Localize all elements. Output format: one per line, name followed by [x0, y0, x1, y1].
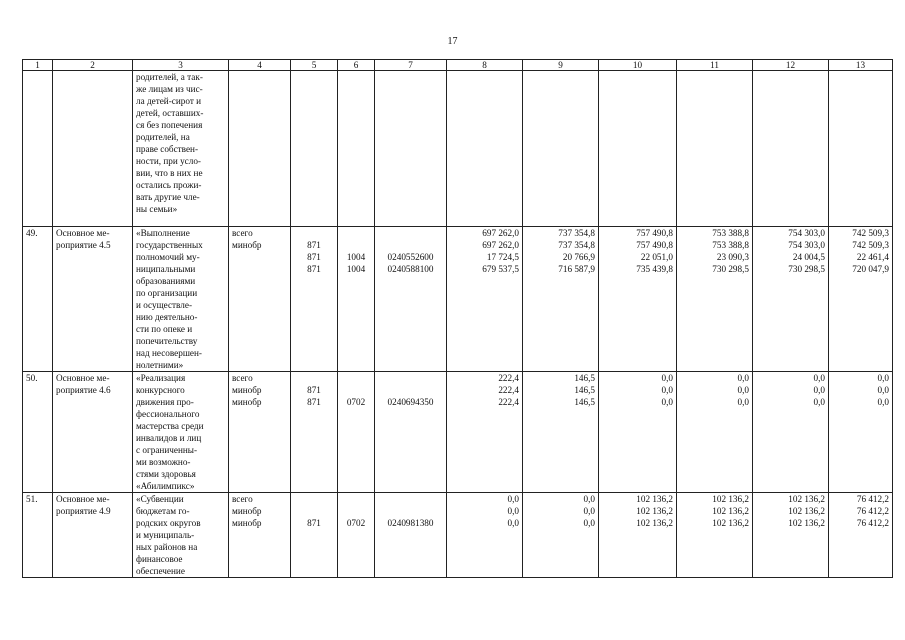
col-header: 13: [829, 60, 893, 71]
col-header: 9: [523, 60, 599, 71]
value-col-10: 102 136,2 102 136,2 102 136,2: [599, 493, 677, 578]
measure-label: Основное ме- роприятие 4.6: [53, 372, 133, 493]
value-col-8: 222,4 222,4 222,4: [447, 372, 523, 493]
csr-code: 0240981380: [375, 493, 447, 578]
grbs-code: 871 871: [291, 372, 338, 493]
row-number: 49.: [23, 227, 53, 372]
value-col-9: 146,5 146,5 146,5: [523, 372, 599, 493]
measure-name-continued: родителей, а так- же лицам из чис- ла детей-сирот и детей, оставших- ся без попечения родителей, на праве собствен- ности, при усло- вии, что в них не остались прожи- вать другие чле- ны семьи»: [133, 71, 229, 227]
col-header: 2: [53, 60, 133, 71]
col-header: 3: [133, 60, 229, 71]
col-header: 10: [599, 60, 677, 71]
funding-type: всего минобр минобр: [229, 372, 291, 493]
measure-label: Основное ме- роприятие 4.9: [53, 493, 133, 578]
grbs-code: 871 871 871: [291, 227, 338, 372]
value-col-8: 0,0 0,0 0,0: [447, 493, 523, 578]
rzpr-code: 1004 1004: [338, 227, 375, 372]
value-col-9: 0,0 0,0 0,0: [523, 493, 599, 578]
funding-type: всего минобр: [229, 227, 291, 372]
value-col-13: 76 412,2 76 412,2 76 412,2: [829, 493, 893, 578]
row-number: 51.: [23, 493, 53, 578]
page-number: 17: [447, 36, 458, 47]
col-header: 12: [753, 60, 829, 71]
table-row-49: [23, 227, 893, 372]
measure-label: Основное ме- роприятие 4.5: [53, 227, 133, 372]
rzpr-code: 0702: [338, 493, 375, 578]
csr-code: 0240694350: [375, 372, 447, 493]
value-col-13: 0,0 0,0 0,0: [829, 372, 893, 493]
measure-name: «Выполнение государственных полномочий му- ниципальными образованиями по организации и осуществле- нию деятельно- сти по опеке и попечительству над несовершен- нолетними»: [133, 227, 229, 372]
continuation-row: [23, 71, 893, 227]
col-header: 5: [291, 60, 338, 71]
measure-name: «Реализация конкурсного движения про- фессионального мастерства среди инвалидов и лиц с ограниченны- ми возможно- стями здоровья «Абилимпикс»: [133, 372, 229, 493]
table-row-50: [23, 372, 893, 493]
col-header: 7: [375, 60, 447, 71]
rzpr-code: 0702: [338, 372, 375, 493]
value-col-13: 742 509,3 742 509,3 22 461,4 720 047,9: [829, 227, 893, 372]
value-col-12: 754 303,0 754 303,0 24 004,5 730 298,5: [753, 227, 829, 372]
value-col-10: 0,0 0,0 0,0: [599, 372, 677, 493]
value-col-11: 753 388,8 753 388,8 23 090,3 730 298,5: [677, 227, 753, 372]
col-header: 4: [229, 60, 291, 71]
value-col-11: 0,0 0,0 0,0: [677, 372, 753, 493]
column-number-row: [23, 60, 893, 71]
csr-code: 0240552600 0240588100: [375, 227, 447, 372]
value-col-12: 0,0 0,0 0,0: [753, 372, 829, 493]
col-header: 1: [23, 60, 53, 71]
value-col-10: 757 490,8 757 490,8 22 051,0 735 439,8: [599, 227, 677, 372]
value-col-12: 102 136,2 102 136,2 102 136,2: [753, 493, 829, 578]
row-number: 50.: [23, 372, 53, 493]
budget-table: [22, 59, 893, 578]
value-col-8: 697 262,0 697 262,0 17 724,5 679 537,5: [447, 227, 523, 372]
col-header: 11: [677, 60, 753, 71]
funding-type: всего минобр минобр: [229, 493, 291, 578]
col-header: 6: [338, 60, 375, 71]
value-col-11: 102 136,2 102 136,2 102 136,2: [677, 493, 753, 578]
table-row-51: [23, 493, 893, 578]
value-col-9: 737 354,8 737 354,8 20 766,9 716 587,9: [523, 227, 599, 372]
col-header: 8: [447, 60, 523, 71]
grbs-code: 871: [291, 493, 338, 578]
measure-name: «Субвенции бюджетам го- родских округов и муниципаль- ных районов на финансовое обеспечение: [133, 493, 229, 578]
